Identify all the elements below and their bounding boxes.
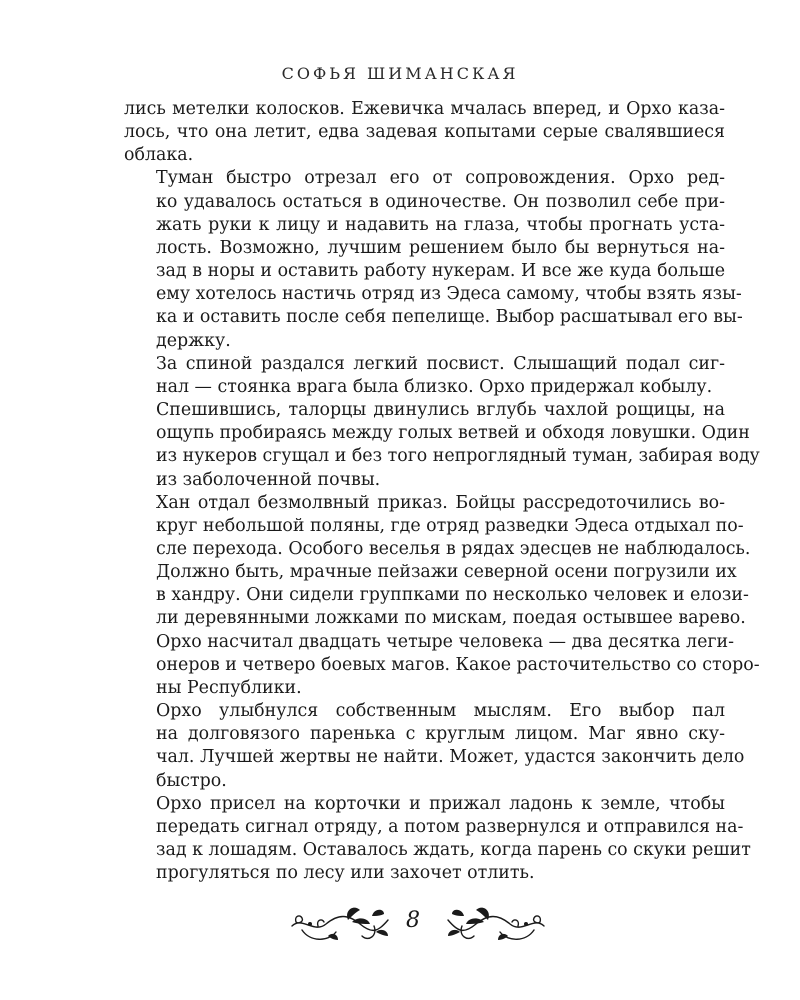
text-line: жать руки к лицу и надавить на глаза, чтобы прогнать уста- (156, 214, 725, 235)
running-header-author: СОФЬЯ ШИМАНСКАЯ (281, 64, 519, 83)
page-number: 8 (406, 908, 420, 933)
text-line: чал. Лучшей жертвы не найти. Может, удастся закончить дело (156, 747, 745, 768)
text-line: нал — стоянка врага была близко. Орхо придержал кобылу. (156, 376, 713, 397)
text-line: зад к лошадям. Оставалось ждать, когда парень со скуки решит (156, 840, 751, 860)
text-line: лось, что она летит, едва задевая копытами серые свалявшиеся (124, 122, 725, 143)
text-line: Спешившись, талорцы двинулись вглубь чахлой рощицы, на (156, 400, 725, 421)
text-line: ощупь пробираясь между голых ветвей и обходя ловушки. Один (156, 423, 750, 444)
text-line: облака. (124, 145, 194, 166)
floral-vine-ornament-icon (288, 902, 392, 948)
text-line: быстро. (156, 770, 227, 791)
text-line: лись метелки колосков. Ежевичка мчалась вперед, и Орхо каза- (124, 99, 725, 119)
text-line: держку. (156, 330, 231, 351)
body-text (124, 98, 760, 885)
text-line: ли деревянными ложками по мискам, поедая остывшее варево. (156, 608, 746, 629)
paragraph (124, 793, 751, 886)
paragraph (124, 167, 743, 352)
text-line: За спиной раздался легкий посвист. Слышащий подал сиг- (156, 353, 725, 374)
paragraph (124, 700, 745, 793)
paragraph (124, 492, 760, 700)
text-line: на долговязого паренька с круглым лицом. Маг явно ску- (156, 724, 725, 745)
text-line: Туман быстро отрезал его от сопровождения. Орхо ред- (156, 168, 725, 189)
text-line: сле перехода. Особого веселья в рядах эдесцев не наблюдалось. (156, 538, 751, 559)
text-line: в хандру. Они сидели группками по несколько человек и елози- (156, 585, 749, 606)
text-line: Должно быть, мрачные пейзажи северной осени погрузили их (156, 562, 737, 583)
text-line: Орхо насчитал двадцать четыре человека — два десятка леги- (156, 631, 734, 652)
paragraph (124, 399, 760, 492)
floral-vine-ornament-icon (444, 902, 548, 948)
text-line: передать сигнал отряду, а потом развернулся и отправился на- (156, 816, 744, 837)
paragraph (124, 98, 725, 167)
paragraph (124, 353, 725, 399)
text-line: ка и оставить после себя пепелище. Выбор расшатывал его вы- (156, 307, 743, 328)
text-line: ему хотелось настичь отряд из Эдеса самому, чтобы взять язы- (156, 284, 742, 305)
text-line: прогуляться по лесу или захочет отлить. (156, 863, 535, 884)
text-line: лость. Возможно, лучшим решением было бы вернуться на- (156, 237, 725, 258)
text-line: круг небольшой поляны, где отряд разведки Эдеса отдыхал по- (156, 515, 744, 536)
text-line: Хан отдал безмолвный приказ. Бойцы рассредоточились во- (156, 492, 725, 513)
text-line: онеров и четверо боевых магов. Какое расточительство со сторо- (156, 654, 760, 675)
text-line: ны Республики. (156, 677, 302, 698)
text-line: из нукеров сгущал и без того непроглядный туман, забирая воду (156, 446, 760, 467)
text-line: Орхо улыбнулся собственным мыслям. Его выбор пал (156, 701, 725, 722)
text-line: ко удавалось остаться в одиночестве. Он позволил себе при- (156, 191, 725, 212)
text-line: зад в норы и оставить работу нукерам. И все же куда больше (156, 261, 725, 282)
page-footer (0, 902, 800, 952)
text-line: Орхо присел на корточки и прижал ладонь к земле, чтобы (156, 793, 725, 814)
text-line: из заболоченной почвы. (156, 469, 381, 490)
